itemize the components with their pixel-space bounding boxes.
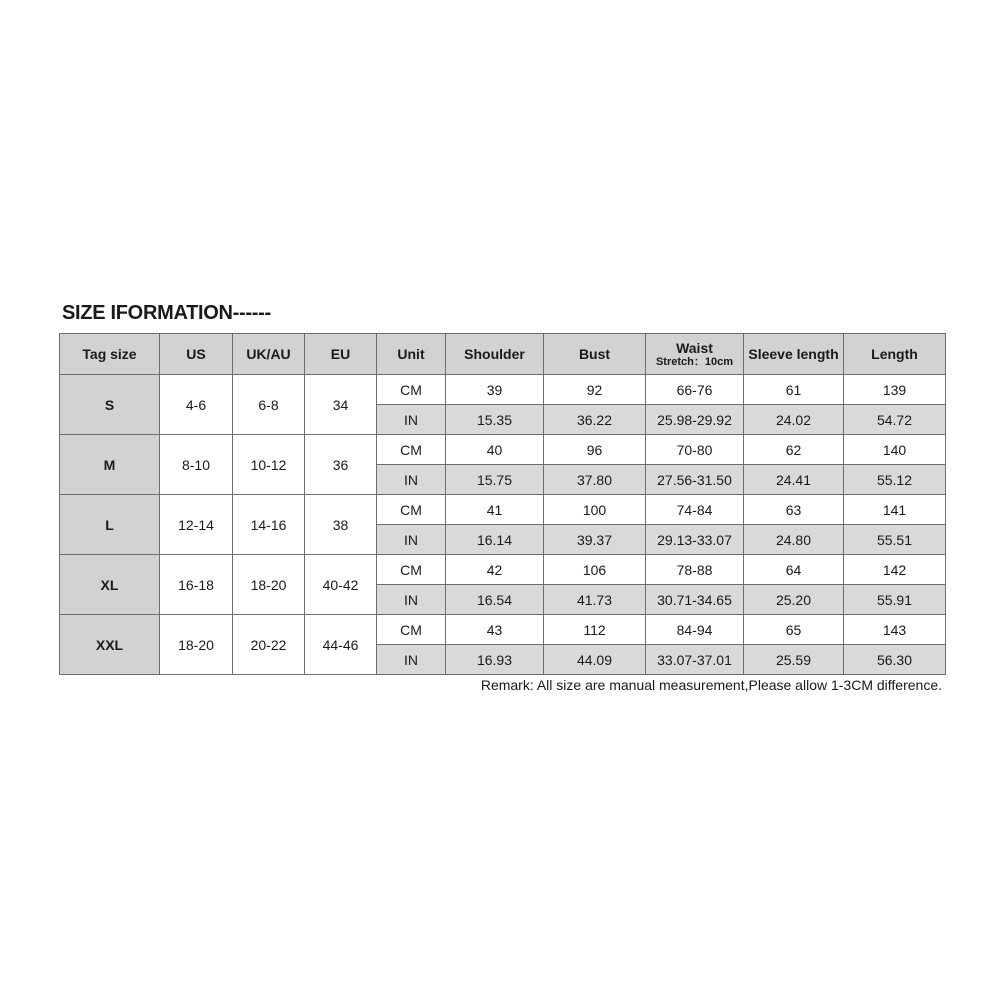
eu-size-cell: 40-42 bbox=[305, 555, 377, 615]
waist-cm-cell: 74-84 bbox=[646, 495, 744, 525]
page-title: SIZE IFORMATION------ bbox=[62, 302, 271, 324]
tag-size-cell: XXL bbox=[60, 615, 160, 675]
unit-cell: IN bbox=[377, 585, 446, 615]
us-size-cell: 16-18 bbox=[160, 555, 233, 615]
waist-cm-cell: 78-88 bbox=[646, 555, 744, 585]
bust-cm-cell: 100 bbox=[544, 495, 646, 525]
table-row-xl-cm bbox=[60, 555, 946, 585]
bust-cm-cell: 106 bbox=[544, 555, 646, 585]
bust-cm-cell: 92 bbox=[544, 375, 646, 405]
table-row-xxl-cm bbox=[60, 615, 946, 645]
header-shoulder: Shoulder bbox=[446, 334, 544, 375]
sleeve-in-cell: 25.59 bbox=[744, 645, 844, 675]
shoulder-cm-cell: 39 bbox=[446, 375, 544, 405]
uk-au-size-cell: 20-22 bbox=[233, 615, 305, 675]
sleeve-cm-cell: 63 bbox=[744, 495, 844, 525]
waist-in-cell: 29.13-33.07 bbox=[646, 525, 744, 555]
unit-cell: IN bbox=[377, 645, 446, 675]
unit-cell: IN bbox=[377, 525, 446, 555]
length-in-cell: 54.72 bbox=[844, 405, 946, 435]
uk-au-size-cell: 18-20 bbox=[233, 555, 305, 615]
shoulder-in-cell: 15.75 bbox=[446, 465, 544, 495]
shoulder-in-cell: 16.93 bbox=[446, 645, 544, 675]
header-bust: Bust bbox=[544, 334, 646, 375]
header-unit: Unit bbox=[377, 334, 446, 375]
waist-in-cell: 30.71-34.65 bbox=[646, 585, 744, 615]
eu-size-cell: 34 bbox=[305, 375, 377, 435]
header-waist bbox=[646, 334, 744, 375]
sleeve-cm-cell: 65 bbox=[744, 615, 844, 645]
length-in-cell: 56.30 bbox=[844, 645, 946, 675]
header-waist-label: Waist bbox=[676, 339, 713, 356]
shoulder-cm-cell: 40 bbox=[446, 435, 544, 465]
eu-size-cell: 44-46 bbox=[305, 615, 377, 675]
header-us: US bbox=[160, 334, 233, 375]
shoulder-in-cell: 16.54 bbox=[446, 585, 544, 615]
bust-in-cell: 37.80 bbox=[544, 465, 646, 495]
table-row-s-cm bbox=[60, 375, 946, 405]
us-size-cell: 18-20 bbox=[160, 615, 233, 675]
header-waist-stretch: Stretch：10cm bbox=[655, 355, 734, 368]
sleeve-in-cell: 24.80 bbox=[744, 525, 844, 555]
eu-size-cell: 36 bbox=[305, 435, 377, 495]
unit-cell: CM bbox=[377, 495, 446, 525]
unit-cell: IN bbox=[377, 465, 446, 495]
bust-in-cell: 44.09 bbox=[544, 645, 646, 675]
header-eu: EU bbox=[305, 334, 377, 375]
shoulder-in-cell: 15.35 bbox=[446, 405, 544, 435]
waist-in-cell: 27.56-31.50 bbox=[646, 465, 744, 495]
unit-cell: CM bbox=[377, 555, 446, 585]
table-row-l-cm bbox=[60, 495, 946, 525]
us-size-cell: 8-10 bbox=[160, 435, 233, 495]
length-cm-cell: 142 bbox=[844, 555, 946, 585]
header-row bbox=[60, 334, 946, 375]
tag-size-cell: L bbox=[60, 495, 160, 555]
bust-in-cell: 41.73 bbox=[544, 585, 646, 615]
sleeve-cm-cell: 61 bbox=[744, 375, 844, 405]
header-sleeve-length: Sleeve length bbox=[744, 334, 844, 375]
size-chart-table bbox=[59, 333, 946, 675]
unit-cell: CM bbox=[377, 375, 446, 405]
unit-cell: IN bbox=[377, 405, 446, 435]
length-in-cell: 55.12 bbox=[844, 465, 946, 495]
remark-note: Remark: All size are manual measurement,Please allow 1-3CM difference. bbox=[480, 677, 942, 693]
length-cm-cell: 140 bbox=[844, 435, 946, 465]
waist-cm-cell: 84-94 bbox=[646, 615, 744, 645]
uk-au-size-cell: 14-16 bbox=[233, 495, 305, 555]
length-in-cell: 55.91 bbox=[844, 585, 946, 615]
tag-size-cell: M bbox=[60, 435, 160, 495]
us-size-cell: 4-6 bbox=[160, 375, 233, 435]
length-cm-cell: 139 bbox=[844, 375, 946, 405]
bust-in-cell: 36.22 bbox=[544, 405, 646, 435]
shoulder-cm-cell: 42 bbox=[446, 555, 544, 585]
bust-in-cell: 39.37 bbox=[544, 525, 646, 555]
unit-cell: CM bbox=[377, 615, 446, 645]
uk-au-size-cell: 6-8 bbox=[233, 375, 305, 435]
header-tag-size: Tag size bbox=[60, 334, 160, 375]
table-row-m-cm bbox=[60, 435, 946, 465]
sleeve-cm-cell: 64 bbox=[744, 555, 844, 585]
eu-size-cell: 38 bbox=[305, 495, 377, 555]
us-size-cell: 12-14 bbox=[160, 495, 233, 555]
uk-au-size-cell: 10-12 bbox=[233, 435, 305, 495]
waist-cm-cell: 66-76 bbox=[646, 375, 744, 405]
header-uk-au: UK/AU bbox=[233, 334, 305, 375]
bust-cm-cell: 112 bbox=[544, 615, 646, 645]
sleeve-in-cell: 24.41 bbox=[744, 465, 844, 495]
waist-cm-cell: 70-80 bbox=[646, 435, 744, 465]
tag-size-cell: XL bbox=[60, 555, 160, 615]
shoulder-cm-cell: 43 bbox=[446, 615, 544, 645]
waist-in-cell: 33.07-37.01 bbox=[646, 645, 744, 675]
unit-cell: CM bbox=[377, 435, 446, 465]
header-length: Length bbox=[844, 334, 946, 375]
sleeve-in-cell: 25.20 bbox=[744, 585, 844, 615]
length-in-cell: 55.51 bbox=[844, 525, 946, 555]
length-cm-cell: 141 bbox=[844, 495, 946, 525]
shoulder-in-cell: 16.14 bbox=[446, 525, 544, 555]
bust-cm-cell: 96 bbox=[544, 435, 646, 465]
sleeve-in-cell: 24.02 bbox=[744, 405, 844, 435]
shoulder-cm-cell: 41 bbox=[446, 495, 544, 525]
waist-in-cell: 25.98-29.92 bbox=[646, 405, 744, 435]
length-cm-cell: 143 bbox=[844, 615, 946, 645]
sleeve-cm-cell: 62 bbox=[744, 435, 844, 465]
tag-size-cell: S bbox=[60, 375, 160, 435]
